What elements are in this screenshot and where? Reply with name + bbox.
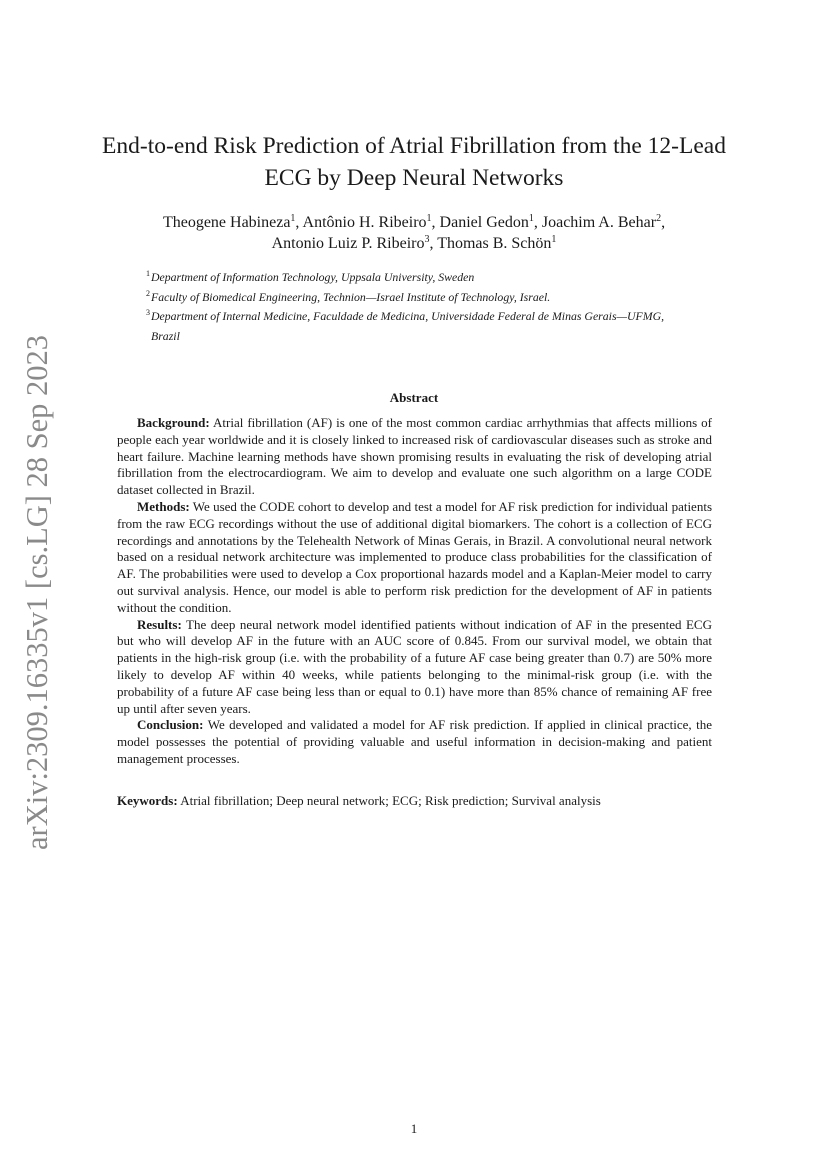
affiliation-list xyxy=(146,268,666,346)
author-name: Antônio H. Ribeiro xyxy=(302,214,427,231)
affiliation-text: Department of Internal Medicine, Faculdade de Medicina, Universidade Federal de Minas Gerais—UFMG, Brazil xyxy=(151,309,665,343)
author-name: Daniel Gedon xyxy=(439,214,529,231)
author-separator: , xyxy=(429,235,438,252)
affiliation-item xyxy=(146,307,666,346)
author-affiliation-mark: 2 xyxy=(656,213,662,224)
author-name: Joachim A. Behar xyxy=(541,214,657,231)
affiliation-item xyxy=(146,268,666,288)
affiliation-number: 3 xyxy=(146,308,150,317)
author-affiliation-mark: 3 xyxy=(424,234,430,245)
author-separator: , xyxy=(661,214,666,231)
keywords-label: Keywords: xyxy=(117,793,178,808)
abstract-results xyxy=(117,617,712,718)
author-separator: , xyxy=(533,214,542,231)
author-affiliation-mark: 1 xyxy=(290,213,296,224)
affiliation-text: Faculty of Biomedical Engineering, Technion—Israel Institute of Technology, Israel. xyxy=(151,289,551,304)
affiliation-number: 1 xyxy=(146,269,150,278)
section-label: Methods: xyxy=(137,498,190,514)
section-text: We used the CODE cohort to develop and test a model for AF risk prediction for individual patients from the raw ECG recordings without the use of additional digital biomarkers. The cohort is a collection of ECG recordings and annotations by the Telehealth Network of Minas Gerais, in Brazil. A convolutional neural network based on a residual network architecture was implemented to produce class probabilities for the classification of AF. The probabilities were used to develop a Cox proportional hazards model and a Kaplan-Meier model to carry out survival analysis. Hence, our model is able to perform risk prediction for the development of AF in patients without the condition. xyxy=(117,498,712,615)
keywords-text: Atrial fibrillation; Deep neural network; ECG; Risk prediction; Survival analysis xyxy=(177,793,601,808)
abstract-conclusion xyxy=(117,717,712,767)
affiliation-number: 2 xyxy=(146,288,150,298)
abstract-methods xyxy=(117,499,712,617)
section-text: We developed and validated a model for AF risk prediction. If applied in clinical practice, the model possesses the potential of providing valuable and useful information in decision-making and patient management processes. xyxy=(117,717,712,766)
section-label: Conclusion: xyxy=(137,717,204,733)
affiliation-item xyxy=(146,288,666,308)
paper-title: End-to-end Risk Prediction of Atrial Fibrillation from the 12-Lead ECG by Deep Neural Networks xyxy=(102,133,726,191)
author-affiliation-mark: 1 xyxy=(551,234,557,245)
abstract-heading: Abstract xyxy=(389,390,439,405)
author-name: Theogene Habineza xyxy=(162,214,291,231)
author-affiliation-mark: 1 xyxy=(528,213,534,224)
author-affiliation-mark: 1 xyxy=(426,213,432,224)
author-separator: , xyxy=(431,214,440,231)
author-name: Antonio Luiz P. Ribeiro xyxy=(271,235,425,252)
section-text: Atrial fibrillation (AF) is one of the most common cardiac arrhythmias that affects millions of people each year worldwide and it is closely linked to increased risk of cardiovascular diseases such as stroke and heart failure. Machine learning methods have shown promising results in evaluating the risk of developing atrial fibrillation from the electrocardiogram. We aim to develop and evaluate one such algorithm on a large CODE dataset collected in Brazil. xyxy=(117,415,712,498)
section-label: Background: xyxy=(137,415,210,430)
page-number: 1 xyxy=(410,1121,418,1136)
affiliation-text: Department of Information Technology, Uppsala University, Sweden xyxy=(151,270,475,284)
section-text: The deep neural network model identified patients without indication of AF in the presented ECG but who will develop AF in the future with an AUC score of 0.845. From our survival model, we obtain that patients in the high-risk group (i.e. with the probability of a future AF case being greater than 0.7) are 50% more likely to develop AF within 40 weeks, while patients belonging to the minimal-risk group (i.e. with the probability of a future AF case being less than or equal to 0.1) have more than 85% chance of remaining AF free up until after seven years. xyxy=(117,616,712,716)
author-list xyxy=(110,212,718,254)
author-separator: , xyxy=(295,214,303,231)
abstract-body xyxy=(117,415,712,768)
section-label: Results: xyxy=(137,616,182,632)
abstract-background xyxy=(117,415,712,499)
arxiv-identifier: arXiv:2309.16335v1 [cs.LG] 28 Sep 2023 xyxy=(20,334,54,850)
author-name: Thomas B. Schön xyxy=(437,235,552,252)
keywords xyxy=(117,793,712,810)
